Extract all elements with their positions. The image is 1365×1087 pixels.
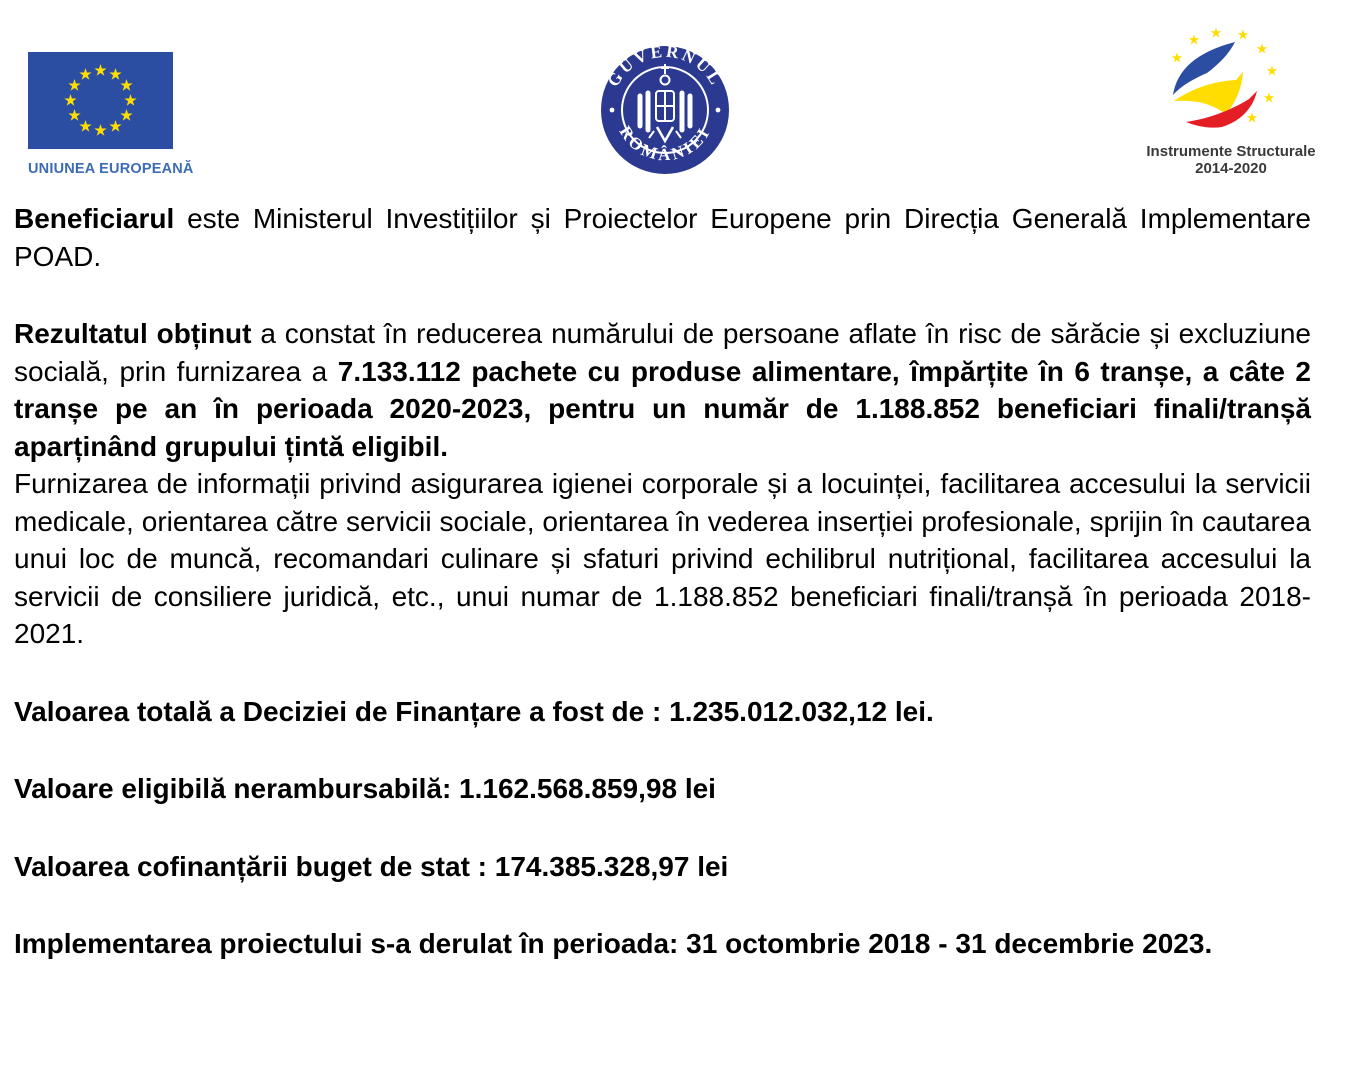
beneficiar-text: este Ministerul Investițiilor și Proiectelor Europene prin Direcția Generală Implementare POAD. (14, 203, 1311, 272)
structural-instruments-icon (1146, 25, 1316, 137)
paragraph-implementare: Implementarea proiectului s-a derulat în perioada: 31 octombrie 2018 - 31 decembrie 2023. (14, 928, 1213, 959)
paragraph-furnizare: Furnizarea de informații privind asigurarea igienei corporale și a locuinței, facilitarea accesului la servicii medicale, orientarea către servicii sociale, orientarea în vederea inserției profesionale, sprijin în cautarea unui loc de muncă, recomandari culinare și sfaturi privind echilibrul nutrițional, facilitarea accesului la servicii de consiliere juridică, etc., unui numar de 1.188.852 beneficiari finali/tranșă în perioada 2018-2021. (14, 468, 1311, 649)
structural-logo-label (1136, 143, 1326, 177)
structural-logo-title: Instrumente Structurale (1146, 143, 1316, 160)
rezultat-lead-bold: Rezultatul obținut (14, 318, 252, 349)
paragraph-valoare-totala: Valoarea totală a Deciziei de Finanțare a fost de : 1.235.012.032,12 lei. (14, 695, 934, 727)
paragraph-valoare-eligibila: Valoare eligibilă nerambursabilă: 1.162.568.859,98 lei (14, 773, 716, 804)
seal-arc-top-text: GUVERNUL (603, 45, 727, 91)
gov-romania-seal (600, 45, 730, 175)
paragraph-rezultat (14, 315, 1311, 465)
rezultat-text: a constat în reducerea numărului de persoane aflate în risc de sărăcie și excluziune socială, prin furnizarea a (14, 318, 1311, 387)
header (0, 0, 1365, 180)
beneficiar-lead-bold: Beneficiarul (14, 203, 175, 234)
paragraph-beneficiar (14, 200, 1311, 275)
seal-arc-bottom-text: ROMÂNIEI (615, 122, 715, 165)
structural-instruments-logo (1136, 25, 1326, 177)
seal-right-dot (716, 108, 721, 113)
eu-logo-label: UNIUNEA EUROPEANĂ (28, 161, 194, 177)
document-body (0, 180, 1365, 963)
eu-logo (28, 52, 194, 177)
structural-logo-period: 2014-2020 (1195, 160, 1267, 177)
rezultat-tail-bold: 7.133.112 pachete cu produse alimentare, împărțite în 6 tranșe, a câte 2 tranșe pe an în perioada 2020-2023, pentru un număr de 1.188.852 beneficiari finali/tranșă aparținând grupului țintă eligibil. (14, 355, 1311, 462)
paragraph-cofinantare: Valoarea cofinanțării buget de stat : 174.385.328,97 lei (14, 850, 729, 882)
gov-seal-icon (600, 45, 730, 175)
eu-flag-icon (28, 52, 173, 149)
seal-left-dot (610, 108, 615, 113)
